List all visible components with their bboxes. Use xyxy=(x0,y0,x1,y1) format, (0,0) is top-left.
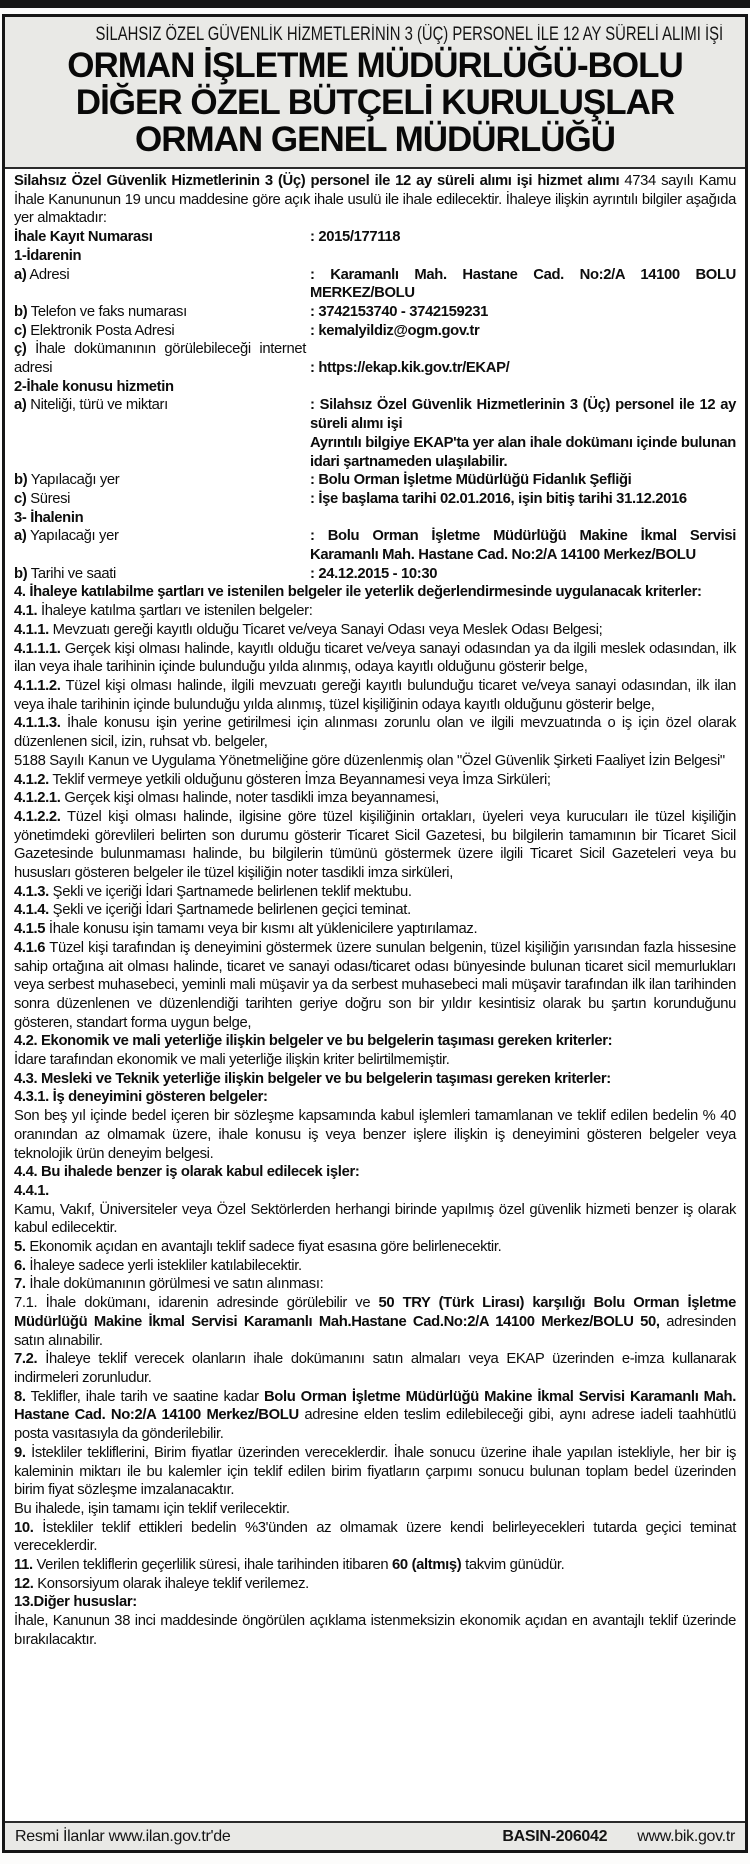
notice-paragraph xyxy=(14,1556,736,1575)
text-run: : Bolu Orman İşletme Müdürlüğü Makine İkmal Servisi Karamanlı Mah. Hastane Cad. No:2/A 14100 Merkez/BOLU xyxy=(310,528,736,564)
text-run: 4.1.1.3. xyxy=(14,715,61,732)
text-run: İstekliler teklif ettikleri bedelin %3'ünden az olmamak üzere kendi belirleyecekleri tutarda geçici teminat vereceklerdir. xyxy=(14,1519,736,1555)
text-run: c) xyxy=(14,322,27,339)
field-label xyxy=(14,322,310,341)
text-run: a) xyxy=(14,266,27,283)
field-value-line xyxy=(310,565,736,584)
field-row xyxy=(14,396,736,471)
text-run: Şekli ve içeriği İdari Şartnamede belirlenen geçici teminat. xyxy=(48,902,411,919)
text-run: 4. İhaleye katılabilme şartları ve istenilen belgeler ile yeterlik değerlendirmesinde uygulanacak kriterler: xyxy=(14,584,702,601)
field-row xyxy=(14,565,736,584)
notice-paragraph xyxy=(14,1612,736,1649)
field-row xyxy=(14,322,736,341)
text-run: : Bolu Orman İşletme Müdürlüğü Fidanlık Şefliği xyxy=(310,472,632,489)
field-value xyxy=(310,266,736,303)
notice-paragraph xyxy=(14,883,736,902)
notice-paragraph xyxy=(14,1107,736,1163)
text-run: : 3742153740 - 3742159231 xyxy=(310,303,489,320)
notice-paragraph xyxy=(14,1032,736,1051)
text-run: ç) xyxy=(14,341,27,358)
text-run: 4.1.6 xyxy=(14,939,46,956)
text-run: İhaleye teklif verecek olanların ihale dokümanını satın almaları veya EKAP üzerinden e-imza kullanarak indirmeleri zorunludur. xyxy=(14,1351,736,1386)
text-run: Teklifler, ihale tarih ve saatine kadar xyxy=(25,1388,264,1405)
text-run: 5. xyxy=(14,1239,26,1256)
text-run: 11. xyxy=(14,1557,33,1574)
notice-paragraph xyxy=(14,939,736,1033)
text-run: : 24.12.2015 - 10:30 xyxy=(310,565,438,582)
notice-paragraph xyxy=(14,1182,736,1201)
field-row xyxy=(14,490,736,509)
notice-paragraph xyxy=(14,247,736,266)
text-run: Niteliği, türü ve miktarı xyxy=(26,397,168,414)
text-run: 4.1.4. xyxy=(14,902,49,919)
notice-paragraph xyxy=(14,1257,736,1276)
notice-paragraph xyxy=(14,1294,736,1350)
text-run: Telefon ve faks numarası xyxy=(27,303,187,320)
text-run: İhaleye sadece yerli istekliler katılabilecektir. xyxy=(25,1257,302,1274)
field-row xyxy=(14,527,736,564)
notice-title-line-1: ORMAN İŞLETME MÜDÜRLÜĞÜ-BOLU xyxy=(67,46,683,85)
text-run: 4.3. Mesleki ve Teknik yeterliğe ilişkin belgeler ve bu belgelerin taşıması gereken kriterler: xyxy=(14,1070,611,1087)
notice-paragraph xyxy=(14,1593,736,1612)
field-value-line xyxy=(310,471,736,490)
notice-paragraph xyxy=(14,920,736,939)
field-label xyxy=(14,266,310,303)
text-run: 10. xyxy=(14,1519,34,1536)
text-run: Adresi xyxy=(26,266,70,283)
text-run: 4.1.2. xyxy=(14,771,49,788)
text-run: b) xyxy=(14,565,28,582)
notice-paragraph xyxy=(14,677,736,714)
field-value xyxy=(310,396,736,471)
text-run: 4.1. xyxy=(14,603,38,620)
text-run: 4.1.2.1. xyxy=(14,790,61,807)
text-run: a) xyxy=(14,528,27,545)
text-run: 50 TRY (Türk Lirası) karşılığı Bolu Orman İşletme Müdürlüğü Makine İkmal Servisi Karamanlı Mah.Hastane Cad.No:2/A 14100 Merkez/BOLU 50, xyxy=(14,1295,736,1330)
text-run: Tüzel kişi olması halinde, ilgisine göre tüzel kişiliğinin ortakları, üyeleri veya kurucuları ile tüzel kişiliğin yönetimdeki görevlileri belirten son durumu gösterir Ticaret Sicil Gazetesi, bu bilgilerin tamamının bir Ticaret Sicil Gazetesinde bulunmaması halinde, bu bilgilerin tümünü göstermek üzere ilgili Ticaret Sicil Gazeteleri veya bu hususları gösteren belgeler ile tüzel kişiliğin noter tasdikli imza sirküleri, xyxy=(14,808,736,882)
text-run: 9. xyxy=(14,1444,26,1461)
text-run: İhale dokümanının görülmesi ve satın alınması: xyxy=(25,1276,324,1293)
text-run: 7.2. xyxy=(14,1351,38,1368)
notice-body xyxy=(5,169,745,1821)
text-run: İhale dokümanının görülebileceği internet adresi xyxy=(14,341,306,377)
text-run: Son beş yıl içinde bedel içeren bir sözleşme kapsamında kabul işlemleri tamamlanan ve teklif edilen bedelin % 40 oranından az olmamak üzere, ihale konusu iş veya benzer işlere ilişkin iş deneyimini gösteren belgeler veya teknolojik ürün deneyim belgesi. xyxy=(14,1108,736,1162)
text-run: Elektronik Posta Adresi xyxy=(26,322,175,339)
field-row xyxy=(14,228,736,247)
text-run: 5188 Sayılı Kanun ve Uygulama Yönetmeliğine göre düzenlenmiş olan "Özel Güvenlik Şirketi Faaliyet İzin Belgesi" xyxy=(14,752,725,769)
notice-subtitle: SİLAHSIZ ÖZEL GÜVENLİK HİZMETLERİNİN 3 (ÜÇ) PERSONEL İLE 12 AY SÜRELİ ALIMI İŞİ xyxy=(95,24,724,45)
text-run: 12. xyxy=(14,1575,34,1592)
notice-header xyxy=(5,17,745,169)
text-run: 4.1.3. xyxy=(14,883,49,900)
notice-paragraph xyxy=(14,621,736,640)
field-label xyxy=(14,303,310,322)
text-run: İstekliler tekliflerini, Birim fiyatlar üzerinden vereceklerdir. İhale sonucu üzerine ihale yapılan istekliyle, her bir iş kaleminin miktarı ile bu kalemler için teklif edilen birim fiyatların çarpımı sonucu bulunan toplam bedel üzerinden birim fiyat sözleşme imzalanacaktır. xyxy=(14,1444,736,1499)
notice-paragraph xyxy=(14,901,736,920)
text-run: Mevzuatı gereği kayıtlı olduğu Ticaret ve/veya Sanayi Odası veya Meslek Odası Belgesi; xyxy=(48,621,603,638)
field-value xyxy=(310,228,736,247)
field-label xyxy=(14,490,310,509)
field-value-line xyxy=(310,396,736,433)
field-value xyxy=(310,565,736,584)
field-row xyxy=(14,266,736,303)
text-run: 7. xyxy=(14,1276,26,1293)
field-row xyxy=(14,471,736,490)
notice-paragraph xyxy=(14,808,736,883)
text-run: Bolu Orman İşletme Müdürlüğü Makine İkmal Servisi Karamanlı Mah. Hastane Cad. No:2/A 14100 Merkez/BOLU xyxy=(14,1388,736,1424)
text-run: Süresi xyxy=(26,490,71,507)
text-run: b) xyxy=(14,303,28,320)
text-run: Ekonomik açıdan en avantajlı teklif sadece fiyat esasına göre belirlenecektir. xyxy=(25,1239,502,1256)
text-run: İdare tarafından ekonomik ve mali yeterliğe ilişkin kriter belirtilmemiştir. xyxy=(14,1052,450,1069)
field-row xyxy=(14,340,736,377)
field-value xyxy=(310,303,736,322)
field-value xyxy=(310,527,736,564)
text-run: 2-İhale konusu hizmetin xyxy=(14,378,174,395)
notice-paragraph xyxy=(14,1088,736,1107)
page-top-rule xyxy=(0,0,750,8)
field-value-line xyxy=(310,359,736,378)
text-run: Tüzel kişi olması halinde, ilgili mevzuatı gereği kayıtlı bulunduğu ticaret ve/veya sanayi odasından, ilk ilan veya ihale tarihinin içinde bulunduğu yılda alınmış, tüzel kişiliğinin odaya kayıtlı olduğunu gösterir belge, xyxy=(14,677,736,713)
official-ads-note: Resmi İlanlar www.ilan.gov.tr'de xyxy=(15,1827,231,1845)
field-label xyxy=(14,228,310,247)
text-run: Kamu, Vakıf, Üniversiteler veya Özel Sektörlerden herhangi birinde yapılmış özel güvenlik hizmeti benzer iş olarak kabul edilecektir. xyxy=(14,1201,736,1237)
text-run: 1-İdarenin xyxy=(14,247,82,264)
notice-paragraph xyxy=(14,602,736,621)
field-label xyxy=(14,471,310,490)
text-run: Gerçek kişi olması halinde, noter tasdikli imza beyannamesi, xyxy=(60,790,439,807)
text-run: Bu ihalede, işin tamamı için teklif verilecektir. xyxy=(14,1500,290,1517)
text-run: b) xyxy=(14,472,28,489)
text-run: İhale konusu işin tamamı veya bir kısmı alt yüklenicilere yaptırılamaz. xyxy=(45,921,478,938)
field-label xyxy=(14,396,310,471)
text-run: İhale konusu işin yerine getirilmesi için alınması zorunlu olan ve ilgili mevzuatında o iş için özel olarak düzenlenen sicil, izin, ruhsat vb. belgeler, xyxy=(14,715,736,751)
text-run: : Silahsız Özel Güvenlik Hizmetlerinin 3 (Üç) personel ile 12 ay süreli alımı işi xyxy=(310,397,736,433)
text-run: 4.3.1. İş deneyimini gösteren belgeler: xyxy=(14,1089,268,1106)
text-run: 4.1.5 xyxy=(14,921,46,938)
notice-paragraph xyxy=(14,1163,736,1182)
text-run: 4.1.2.2. xyxy=(14,808,61,825)
notice-paragraph xyxy=(14,509,736,528)
text-run: 8. xyxy=(14,1388,26,1405)
notice-paragraph xyxy=(14,1350,736,1387)
notice-paragraph xyxy=(14,1201,736,1238)
text-run: adresine elden teslim edilebileceği gibi, aynı adrese iadeli taahhütlü posta vasıtasıyla da gönderilebilir. xyxy=(14,1407,736,1443)
notice-paragraph xyxy=(14,1275,736,1294)
press-code: BASIN-206042 xyxy=(502,1827,608,1845)
text-run: İhaleye katılma şartları ve istenilen belgeler: xyxy=(37,603,313,620)
text-run: : 2015/177118 xyxy=(310,229,401,246)
field-value xyxy=(310,359,736,378)
field-value-line xyxy=(310,527,736,564)
notice-paragraph xyxy=(14,714,736,751)
text-run: 4734 sayılı Kamu İhale Kanununun 19 uncu maddesine göre açık ihale usulü ile ihale edilecektir. İhaleye ilişkin ayrıntılı bilgiler aşağıda yer almaktadır: xyxy=(14,173,736,227)
text-run: 4.2. Ekonomik ve mali yeterliğe ilişkin belgeler ve bu belgelerin taşıması gereken kriterler: xyxy=(14,1033,613,1050)
text-run: : Karamanlı Mah. Hastane Cad. No:2/A 14100 BOLU MERKEZ/BOLU xyxy=(310,266,736,302)
field-value-line xyxy=(310,490,736,509)
text-run: 13.Diğer hususlar: xyxy=(14,1594,137,1611)
notice-paragraph xyxy=(14,1575,736,1594)
tender-notice-document xyxy=(2,14,748,1853)
text-run: 6. xyxy=(14,1257,26,1274)
notice-paragraph xyxy=(14,1070,736,1089)
text-run: Konsorsiyum olarak ihaleye teklif verilemez. xyxy=(33,1575,309,1592)
notice-paragraph xyxy=(14,1388,736,1444)
text-run: 4.4. Bu ihalede benzer iş olarak kabul edilecek işler: xyxy=(14,1164,360,1181)
text-run: Yapılacağı yer xyxy=(26,528,119,545)
field-value xyxy=(310,471,736,490)
text-run: Tarihi ve saati xyxy=(27,565,116,582)
notice-subtitle-row xyxy=(7,22,743,47)
text-run: 4.1.1.2. xyxy=(14,677,61,694)
notice-paragraph xyxy=(14,752,736,771)
text-run: Şekli ve içeriği İdari Şartnamede belirlenen teklif mektubu. xyxy=(48,883,412,900)
field-label xyxy=(14,565,310,584)
text-run: adresinden satın alınabilir. xyxy=(14,1313,737,1349)
text-run: 4.4.1. xyxy=(14,1182,49,1199)
notice-paragraph xyxy=(14,1051,736,1070)
text-run: takvim günüdür. xyxy=(461,1557,565,1574)
text-run: : kemalyildiz@ogm.gov.tr xyxy=(310,322,480,339)
notice-footer xyxy=(5,1821,745,1850)
text-run: 60 (altmış) xyxy=(392,1557,462,1574)
text-run: : İşe başlama tarihi 02.01.2016, işin bitiş tarihi 31.12.2016 xyxy=(310,490,687,507)
text-run: Teklif vermeye yetkili olduğunu gösteren İmza Beyannamesi veya İmza Sirküleri; xyxy=(48,771,551,788)
text-run: 3- İhalenin xyxy=(14,509,84,526)
text-run: Verilen tekliflerin geçerlilik süresi, ihale tarihinden itibaren xyxy=(32,1557,393,1574)
text-run: Yapılacağı yer xyxy=(27,472,120,489)
text-run: a) xyxy=(14,397,27,414)
notice-title-line-2: DİĞER ÖZEL BÜTÇELİ KURULUŞLAR xyxy=(75,83,675,122)
notice-paragraph xyxy=(14,1238,736,1257)
notice-paragraph xyxy=(14,789,736,808)
field-label xyxy=(14,340,310,377)
text-run: 4.1.1.1. xyxy=(14,640,61,657)
text-run: İhale Kayıt Numarası xyxy=(14,229,153,246)
notice-paragraph xyxy=(14,172,736,228)
notice-paragraph xyxy=(14,1500,736,1519)
notice-paragraph xyxy=(14,771,736,790)
text-run: Silahsız Özel Güvenlik Hizmetlerinin 3 (Üç) personel ile 12 ay süreli alımı işi hizmet alımı xyxy=(14,173,620,189)
field-label xyxy=(14,527,310,564)
text-run: İhale, Kanunun 38 inci maddesinde öngörülen açıklama istenmeksizin ekonomik açıdan en avantajlı teklif üzerinde bırakılacaktır. xyxy=(14,1613,736,1648)
field-value xyxy=(310,490,736,509)
text-run: Tüzel kişi tarafından iş deneyimini göstermek üzere sunulan belgenin, tüzel kişiliğin yarısından fazla hissesine sahip ortağına ait olması halinde, ticaret ve sanayi odası/ticaret odası bünyesinde bulunan ticaret sicil memurlukları veya serbest muhasebeci, yeminli mali müşavir ya da serbest muhasebeci mali müşavir tarafından ilk ilan tarihinden sonra düzenlenen ve düzenlendiği tarihten geriye doğru son bir yıldır kesintisiz olarak bu şartın korunduğunu gösteren, standart forma uygun belge, xyxy=(14,939,736,1031)
field-value-line xyxy=(310,303,736,322)
text-run: Gerçek kişi olması halinde, kayıtlı olduğu ticaret ve/veya sanayi odasından ya da ilgili meslek odasından, ilk ilan veya ihale tarihinin içinde bulunduğu yılda alınmış, odaya kayıtlı olduğunu gösterir belge, xyxy=(14,640,736,676)
field-value xyxy=(310,322,736,341)
field-value-line xyxy=(310,434,736,471)
text-run: Ayrıntılı bilgiye EKAP'ta yer alan ihale dokümanı içinde bulunan idari şartnameden ulaşılabilir. xyxy=(310,434,736,470)
text-run: : https://ekap.kik.gov.tr/EKAP/ xyxy=(310,360,510,377)
notice-title-line-3: ORMAN GENEL MÜDÜRLÜĞÜ xyxy=(134,120,615,159)
field-value-line xyxy=(310,228,736,247)
text-run: 4.1.1. xyxy=(14,621,49,638)
field-value-line xyxy=(310,322,736,341)
notice-paragraph xyxy=(14,1444,736,1500)
notice-paragraph xyxy=(14,378,736,397)
field-row xyxy=(14,303,736,322)
text-run: c) xyxy=(14,490,27,507)
notice-paragraph xyxy=(14,583,736,602)
text-run: 7.1. İhale dokümanı, idarenin adresinde görülebilir ve xyxy=(14,1295,379,1312)
field-value-line xyxy=(310,266,736,303)
notice-paragraph xyxy=(14,640,736,677)
notice-paragraph xyxy=(14,1519,736,1556)
bik-url: www.bik.gov.tr xyxy=(637,1827,735,1845)
